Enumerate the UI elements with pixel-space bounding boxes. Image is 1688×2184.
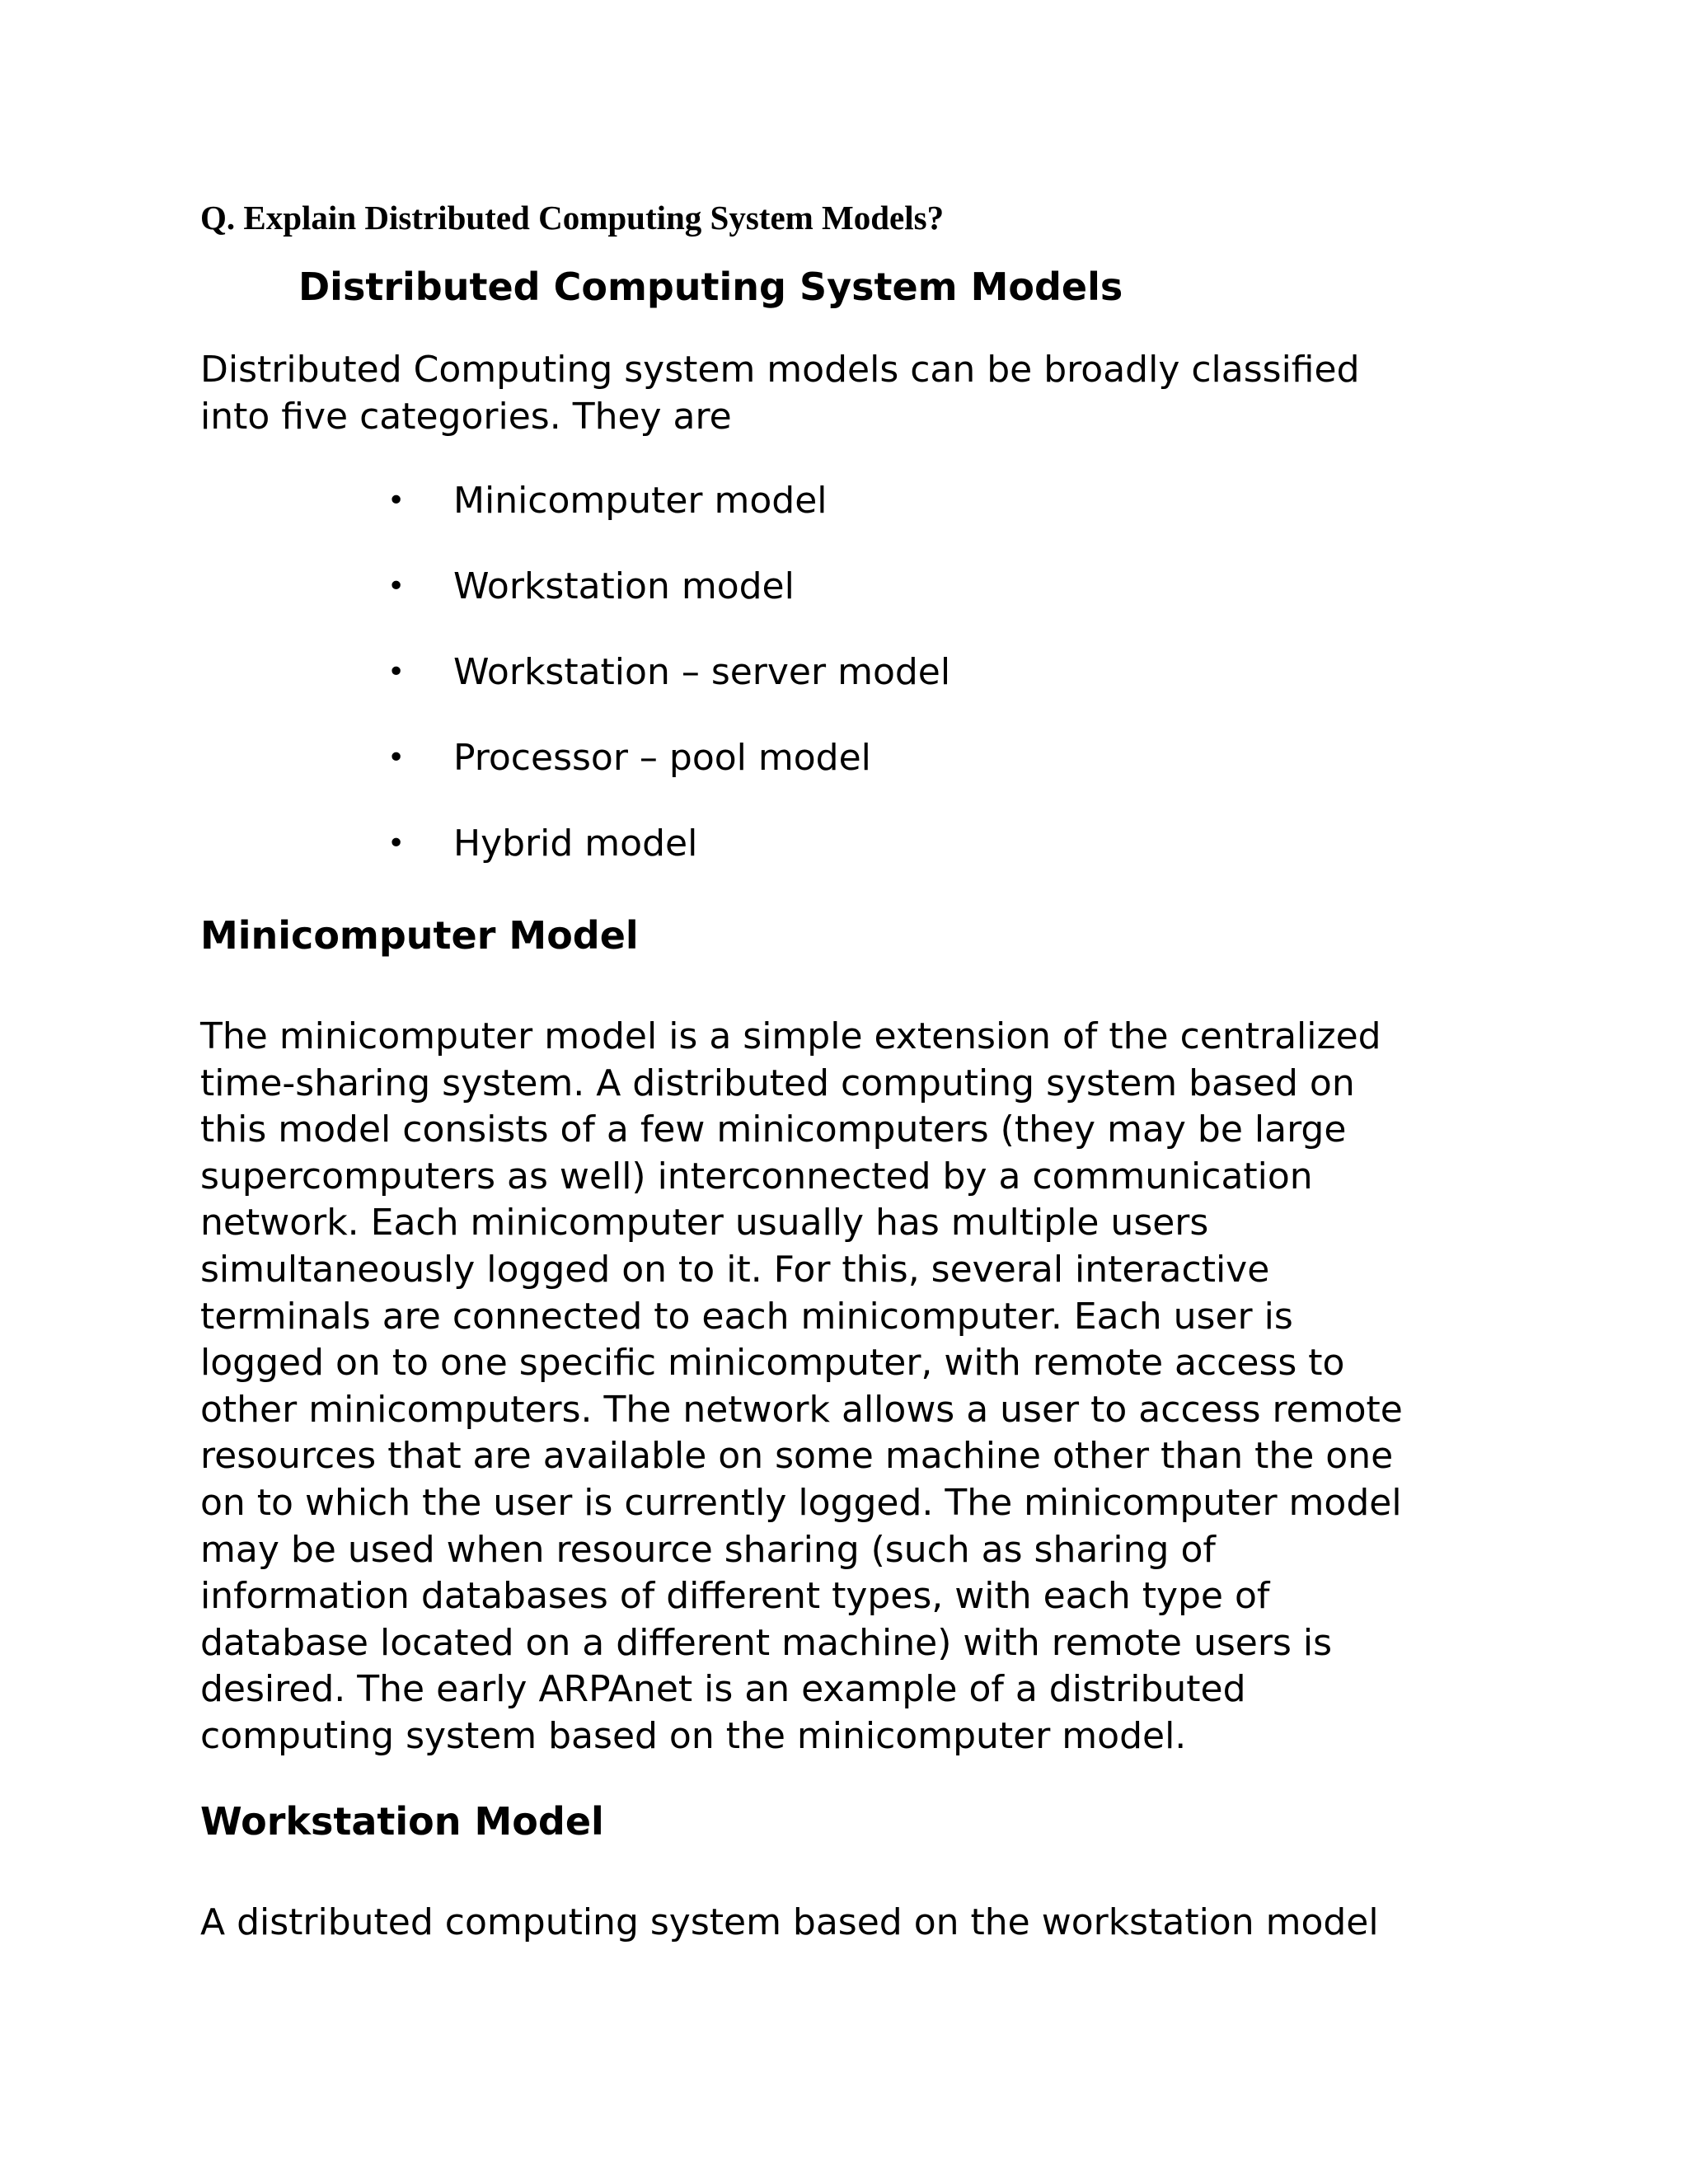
- section-body-workstation: A distributed computing system based on the workstation model: [200, 1901, 1379, 1943]
- list-item: [387, 478, 950, 564]
- bullet-icon: •: [387, 569, 406, 603]
- intro-paragraph: Distributed Computing system models can be broadly classified into five categories. They are: [200, 349, 1360, 438]
- bullet-icon: •: [387, 741, 406, 775]
- document-title: Distributed Computing System Models: [298, 265, 1123, 309]
- list-item-label: Hybrid model: [453, 823, 698, 865]
- section-heading-workstation: Workstation Model: [200, 1799, 604, 1844]
- list-item-label: Workstation – server model: [453, 651, 951, 693]
- list-item: [387, 821, 950, 907]
- list-item: [387, 735, 950, 821]
- list-item-label: Workstation model: [453, 565, 795, 607]
- section-body-minicomputer: The minicomputer model is a simple extension of the centralized time-sharing system. A distributed computing system based on this model consists of a few minicomputers (they may be large supercomputers as well) interconnected by a communication network. Each minicomputer usually has multiple users simultaneously logged on to it. For this, several interactive terminals are connected to each minicomputer. Each user is logged on to one specific minicomputer, with remote access to other minicomputers. The network allows a user to access remote resources that are available on some machine other than the one on to which the user is currently logged. The minicomputer model may be used when resource sharing (such as sharing of information databases of different types, with each type of database located on a different machine) with remote users is desired. The early ARPAnet is an example of a distributed computing system based on the minicomputer model.: [200, 1015, 1403, 1757]
- list-item-label: Processor – pool model: [453, 737, 871, 779]
- question-heading: Q. Explain Distributed Computing System Models?: [200, 199, 945, 237]
- bullet-icon: •: [387, 655, 406, 689]
- list-item: [387, 649, 950, 735]
- bullet-icon: •: [387, 827, 406, 860]
- section-heading-minicomputer: Minicomputer Model: [200, 913, 639, 958]
- list-item-label: Minicomputer model: [453, 480, 828, 522]
- list-item: [387, 564, 950, 649]
- model-list: [387, 478, 950, 907]
- bullet-icon: •: [387, 484, 406, 518]
